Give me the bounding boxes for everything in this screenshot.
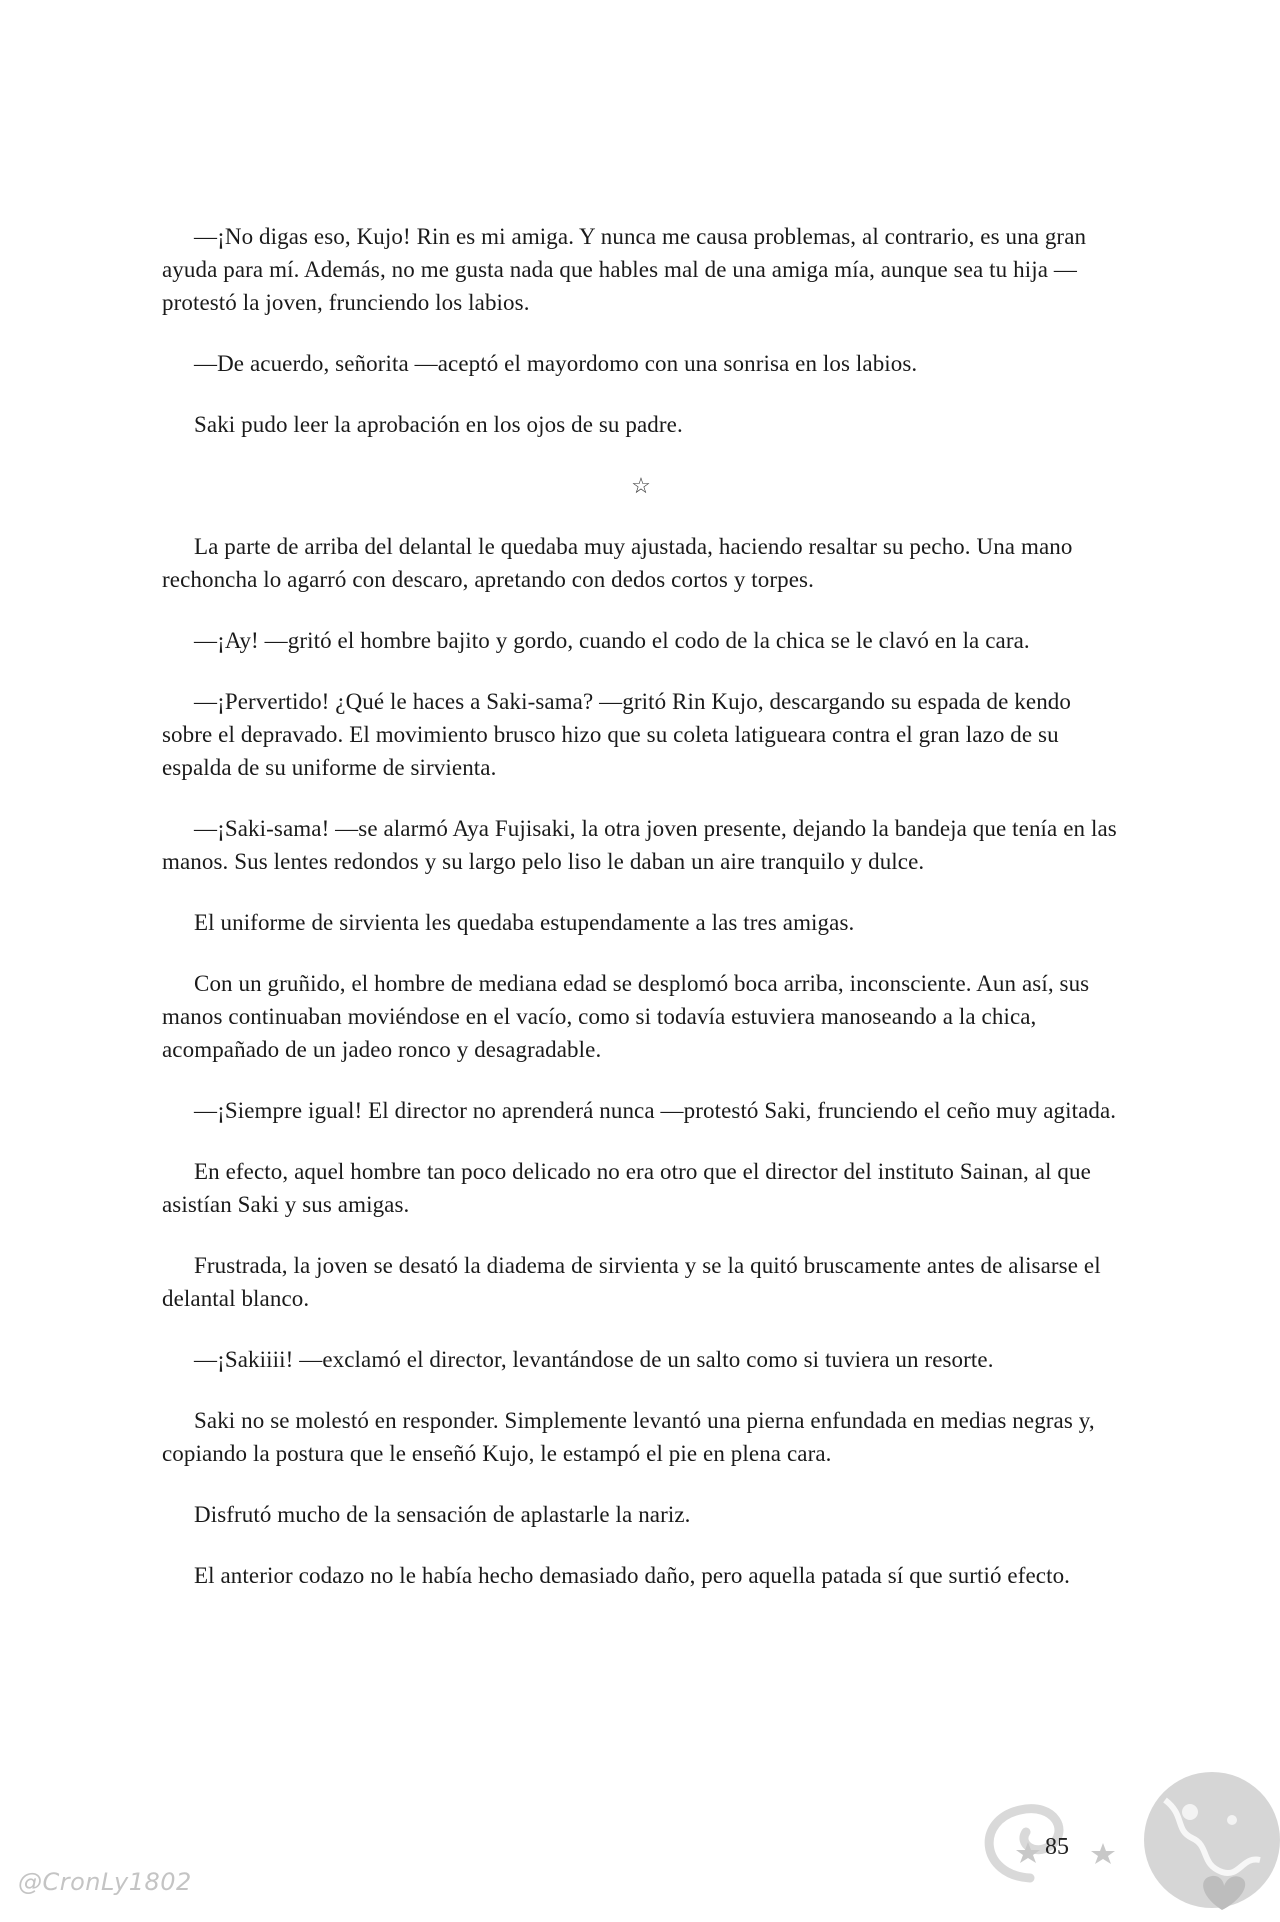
paragraph: Saki no se molestó en responder. Simplemente levantó una pierna enfundada en medias negras y, copiando la postura que le enseñó Kujo, le estampó el pie en plena cara.: [162, 1408, 1095, 1466]
paragraph: Con un gruñido, el hombre de mediana edad se desplomó boca arriba, inconsciente. Aun así, sus manos continuaban moviéndose en el vacío, como si todavía estuviera manoseando a la chica, acompañado de un jadeo ronco y desagradable.: [162, 971, 1090, 1062]
paragraph: —De acuerdo, señorita —aceptó el mayordomo con una sonrisa en los labios.: [194, 351, 918, 376]
paragraph: Saki pudo leer la aprobación en los ojos de su padre.: [194, 412, 683, 437]
paragraph: La parte de arriba del delantal le quedaba muy ajustada, haciendo resaltar su pecho. Una mano rechoncha lo agarró con descaro, apretando con dedos cortos y torpes.: [162, 534, 1073, 592]
scene-break-star: ☆: [631, 473, 651, 498]
watermark: @CronLy1802: [18, 1868, 192, 1896]
paragraph: —¡No digas eso, Kujo! Rin es mi amiga. Y nunca me causa problemas, al contrario, es una gran ayuda para mí. Además, no me gusta nada que hables mal de una amiga mía, aunque sea tu hija —protestó la joven, frunciendo los labios.: [162, 224, 1087, 315]
paragraph: Frustrada, la joven se desató la diadema de sirvienta y se la quitó bruscamente antes de alisarse el delantal blanco.: [162, 1253, 1101, 1311]
paragraph: En efecto, aquel hombre tan poco delicado no era otro que el director del instituto Sainan, al que asistían Saki y sus amigas.: [162, 1159, 1091, 1217]
paragraph: El uniforme de sirvienta les quedaba estupendamente a las tres amigas.: [194, 910, 855, 935]
paragraph: —¡Saki-sama! —se alarmó Aya Fujisaki, la otra joven presente, dejando la bandeja que tenía en las manos. Sus lentes redondos y su largo pelo liso le daban un aire tranquilo y dulce.: [162, 816, 1117, 874]
paragraph: —¡Siempre igual! El director no aprenderá nunca —protestó Saki, frunciendo el ceño muy agitada.: [194, 1098, 1117, 1123]
paragraph: Disfrutó mucho de la sensación de aplastarle la nariz.: [194, 1502, 691, 1527]
moon-stars-heart-icon: [960, 1760, 1280, 1922]
paragraph: —¡Ay! —gritó el hombre bajito y gordo, cuando el codo de la chica se le clavó en la cara.: [194, 628, 1030, 653]
paragraph: —¡Pervertido! ¿Qué le haces a Saki-sama? —gritó Rin Kujo, descargando su espada de kendo sobre el depravado. El movimiento brusco hizo que su coleta latigueara contra el gran lazo de su espalda de su uniforme de sirvienta.: [162, 689, 1071, 780]
page-number: 85: [1045, 1834, 1069, 1860]
paragraph: —¡Sakiiii! —exclamó el director, levantándose de un salto como si tuviera un resorte.: [194, 1347, 994, 1372]
page-body: [162, 220, 1120, 1620]
paragraph: El anterior codazo no le había hecho demasiado daño, pero aquella patada sí que surtió efecto.: [194, 1563, 1071, 1588]
